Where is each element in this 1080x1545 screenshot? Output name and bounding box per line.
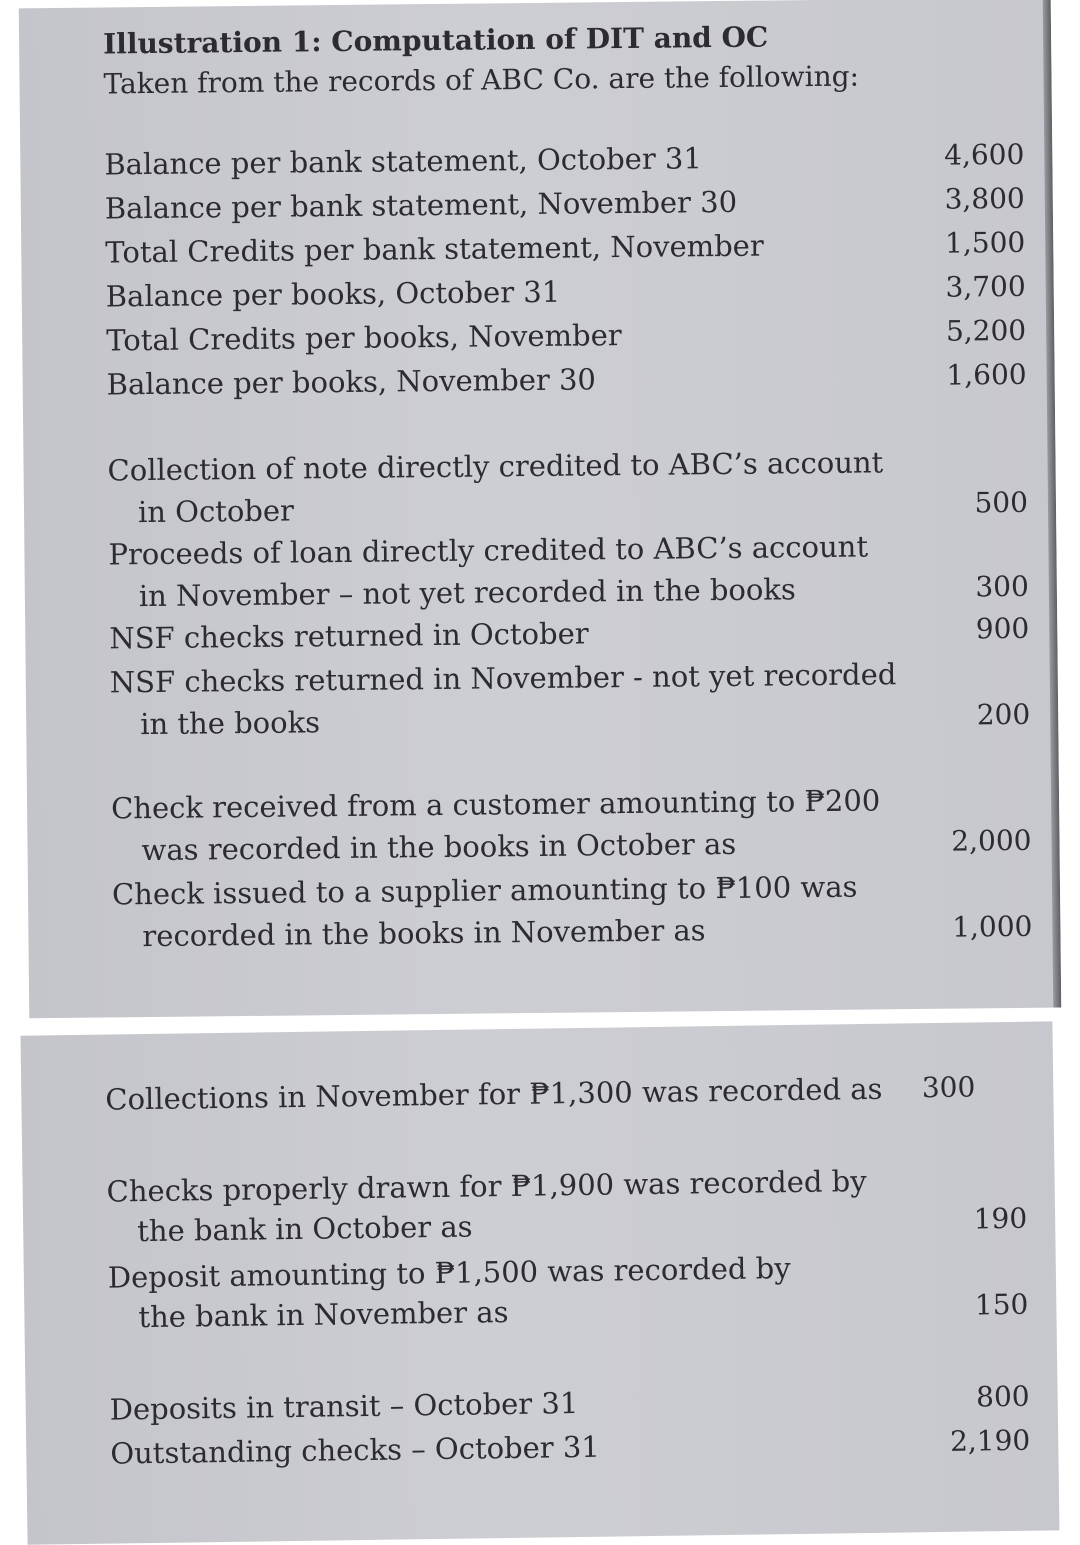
page-photo-bottom (20, 1021, 1059, 1544)
item-text: Collections in November for ₱1,300 was recorded as (105, 1071, 883, 1117)
bank-item-line (109, 612, 1029, 664)
balance-row (105, 182, 1025, 234)
balance-amount: 1,500 (944, 225, 1026, 260)
book-error-line (112, 910, 1032, 962)
item-amount: 900 (975, 611, 1030, 646)
item-amount: 2,000 (951, 823, 1032, 858)
item-text: the bank in October as (136, 1209, 473, 1249)
balance-label: Total Credits per bank statement, November (105, 228, 764, 270)
bank-item-line (110, 698, 1030, 750)
item-amount: 190 (973, 1201, 1028, 1236)
item-amount: 500 (974, 485, 1029, 520)
item-text: NSF checks returned in October (109, 616, 589, 656)
balance-label: Balance per books, November 30 (106, 362, 597, 402)
balance-amount: 1,600 (946, 357, 1027, 392)
item-text: was recorded in the books in October as (141, 826, 737, 868)
item-amount: 2,190 (949, 1423, 1031, 1458)
item-amount: 300 (975, 569, 1030, 604)
item-amount: 800 (975, 1379, 1030, 1414)
item-amount: 150 (974, 1287, 1029, 1322)
balance-label: Total Credits per books, November (106, 318, 622, 358)
illustration-subtitle: Taken from the records of ABC Co. are the following: (103, 59, 860, 101)
item-text: Deposit amounting to ₱1,500 was recorded by (107, 1251, 791, 1295)
collections-line (105, 1070, 1025, 1125)
balance-label: Balance per bank statement, November 30 (104, 184, 738, 226)
balance-label: Balance per books, October 31 (105, 274, 561, 314)
item-text: Proceeds of loan directly credited to ABC’s account (108, 529, 869, 572)
item-text: Deposits in transit – October 31 (109, 1386, 579, 1427)
item-amount: 1,000 (952, 909, 1033, 944)
item-text: in October (137, 493, 295, 530)
item-amount: 300 (921, 1070, 976, 1105)
balance-amount: 3,700 (945, 269, 1026, 304)
item-text: Check received from a customer amounting to ₱200 (110, 783, 881, 826)
item-text: Outstanding checks – October 31 (110, 1429, 600, 1471)
illustration-title: Illustration 1: Computation of DIT and OC (102, 20, 769, 61)
balance-row (106, 358, 1026, 410)
item-text: Checks properly drawn for ₱1,900 was recorded by (106, 1163, 867, 1209)
item-text: NSF checks returned in November - not yet recorded (109, 657, 897, 700)
page-photo-top (19, 0, 1062, 1018)
item-text: recorded in the books in November as (142, 913, 706, 954)
item-text: Collection of note directly credited to ABC’s account (107, 445, 884, 488)
balance-amount: 4,600 (943, 137, 1025, 172)
balance-row (106, 314, 1026, 366)
item-amount: 200 (976, 697, 1031, 732)
balance-row (104, 138, 1024, 190)
item-text: the bank in November as (138, 1295, 509, 1335)
balance-amount: 5,200 (945, 313, 1027, 348)
item-text: in the books (140, 705, 321, 742)
balance-amount: 3,800 (944, 181, 1025, 216)
balance-row (105, 226, 1025, 278)
item-text: in November – not yet recorded in the books (138, 572, 796, 614)
item-text: Check issued to a supplier amounting to ₱100 was (111, 869, 858, 912)
book-error-line (111, 824, 1031, 876)
balance-row (106, 270, 1026, 322)
balance-label: Balance per bank statement, October 31 (104, 141, 703, 182)
